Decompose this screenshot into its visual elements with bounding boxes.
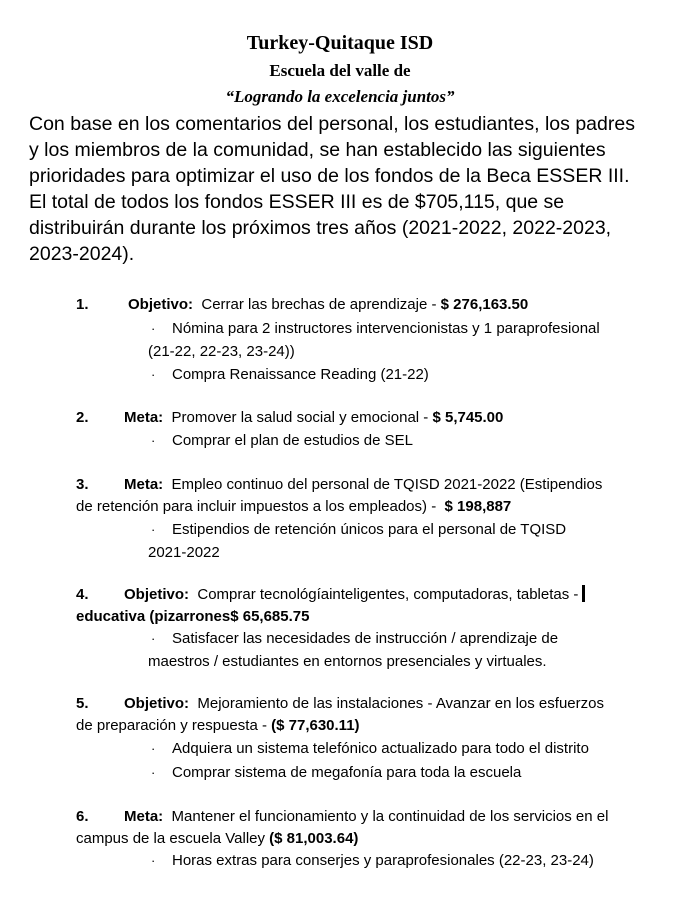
goal-amount: $ 198,887 xyxy=(444,498,512,515)
bullet-continuation: (21-22, 22-23, 23-24)) xyxy=(148,343,295,360)
goal-item xyxy=(76,294,676,316)
goal-number: 5. xyxy=(76,695,89,712)
goal-keyword: Objetivo: xyxy=(124,586,190,603)
intro-paragraph xyxy=(29,111,669,267)
bullet-item: · Compra Renaissance Reading (21-22) xyxy=(148,364,429,386)
intro-line: prioridades para optimizar el uso de los fondos de la Beca ESSER III. xyxy=(29,165,630,187)
bullet-dot-icon: · xyxy=(151,631,156,646)
goal-number: 2. xyxy=(76,409,89,426)
goal-keyword: Meta: xyxy=(124,808,164,825)
bullet-dot-icon: · xyxy=(151,741,156,756)
goal-item xyxy=(76,474,676,518)
intro-line: El total de todos los fondos ESSER III es de $705,115, que se xyxy=(29,191,565,213)
bullet-dot-icon: · xyxy=(151,321,156,336)
goal-text: Cerrar las brechas de aprendizaje - xyxy=(201,296,437,313)
district-title: Turkey-Quitaque ISD xyxy=(246,32,434,54)
bullet-dot-icon: · xyxy=(151,853,156,868)
school-motto: “Logrando la excelencia juntos” xyxy=(225,87,455,106)
bullet-item: · Comprar sistema de megafonía para toda la escuela xyxy=(148,762,521,784)
goal-text: de preparación y respuesta - xyxy=(76,717,267,734)
bullet-item: · Estipendios de retención únicos para el personal de TQISD xyxy=(148,519,566,541)
bullet-continuation: maestros / estudiantes en entornos presenciales y virtuales. xyxy=(148,653,547,670)
bullet-dot-icon: · xyxy=(151,367,156,382)
goal-text: Comprar tecnológíainteligentes, computadoras, tabletas - xyxy=(197,586,579,603)
bullet-item: · Adquiera un sistema telefónico actualizado para todo el distrito xyxy=(148,738,589,760)
text-cursor-icon xyxy=(582,585,585,602)
goal-keyword: Objetivo: xyxy=(124,695,190,712)
bullet-item: · Nómina para 2 instructores intervencionistas y 1 paraprofesional xyxy=(148,318,600,340)
goal-amount: ($ 81,003.64) xyxy=(269,830,359,847)
goal-keyword: Meta: xyxy=(124,476,164,493)
goal-number: 3. xyxy=(76,476,89,493)
intro-line: distribuirán durante los próximos tres años (2021-2022, 2022-2023, xyxy=(29,217,612,239)
intro-line: 2023-2024). xyxy=(29,243,135,265)
goal-text: Empleo continuo del personal de TQISD 2021-2022 (Estipendios xyxy=(171,476,603,493)
bullet-item: · Satisfacer las necesidades de instrucción / aprendizaje de xyxy=(148,628,558,650)
intro-line: y los miembros de la comunidad, se han establecido las siguientes xyxy=(29,139,606,161)
goal-text: campus de la escuela Valley xyxy=(76,830,265,847)
goal-item xyxy=(76,693,676,737)
goal-amount: $ 65,685.75 xyxy=(230,608,310,625)
bullet-dot-icon: · xyxy=(151,433,156,448)
goal-item xyxy=(76,407,676,429)
goal-text: educativa (pizarrones xyxy=(76,608,231,625)
goal-amount: $ 276,163.50 xyxy=(440,296,529,313)
bullet-continuation: 2021-2022 xyxy=(148,544,220,561)
goal-keyword: Objetivo: xyxy=(128,296,194,313)
bullet-item: · Horas extras para conserjes y paraprofesionales (22-23, 23-24) xyxy=(148,850,594,872)
goal-item xyxy=(76,806,676,850)
goal-item xyxy=(76,584,676,628)
goal-number: 6. xyxy=(76,808,89,825)
bullet-item: · Comprar el plan de estudios de SEL xyxy=(148,430,413,452)
goal-number: 4. xyxy=(76,586,89,603)
bullet-dot-icon: · xyxy=(151,522,156,537)
bullet-dot-icon: · xyxy=(151,765,156,780)
goal-text: Mantener el funcionamiento y la continuidad de los servicios en el xyxy=(171,808,609,825)
goal-amount: ($ 77,630.11) xyxy=(271,717,360,734)
school-name: Escuela del valle de xyxy=(269,61,411,80)
intro-line: Con base en los comentarios del personal, los estudiantes, los padres xyxy=(29,113,635,135)
goal-text: Mejoramiento de las instalaciones - Avanzar en los esfuerzos xyxy=(197,695,604,712)
goal-text: de retención para incluir impuestos a los empleados) - xyxy=(76,498,437,515)
goal-keyword: Meta: xyxy=(124,409,164,426)
goal-number: 1. xyxy=(76,296,89,313)
goal-amount: $ 5,745.00 xyxy=(432,409,504,426)
goal-text: Promover la salud social y emocional - xyxy=(171,409,429,426)
